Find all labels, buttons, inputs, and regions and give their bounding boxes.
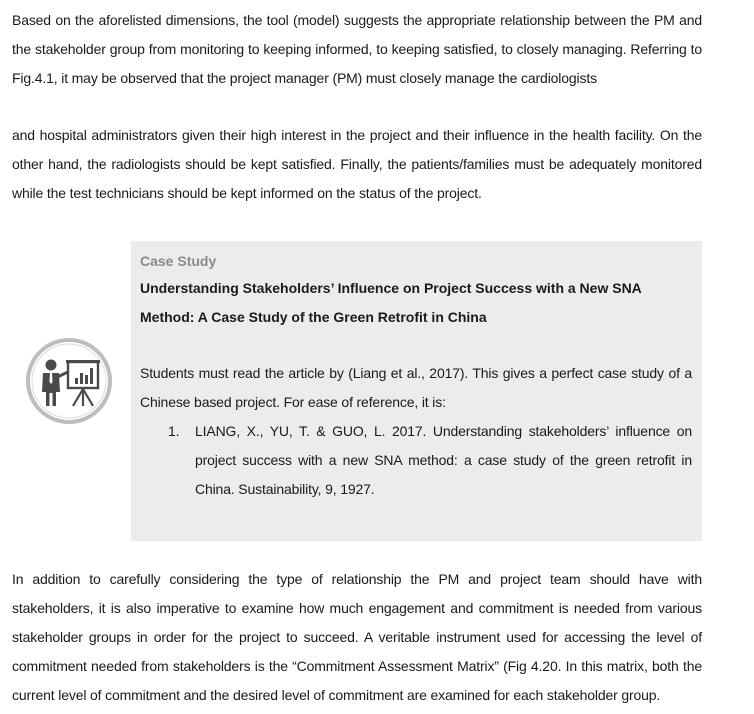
- paragraph-stakeholder-relationship: Based on the aforelisted dimensions, the tool (model) suggests the appropriate relationship between the PM and the stakeholder group from monitoring to keeping informed, to keeping satisfied, to closely managing. Referring to Fig.4.1, it may be observed that the project manager (PM) must closely manage the cardiologists: [12, 12, 702, 86]
- case-study-label: Case Study: [140, 253, 217, 269]
- presentation-icon: [24, 336, 114, 426]
- paragraph-commitment-assessment: In addition to carefully considering the type of relationship the PM and project team should have with stakeholders, it is also imperative to examine how much engagement and commitment is needed from various stakeholder groups in order for the project to succeed. A veritable instrument used for accessing the level of commitment needed from stakeholders is the “Commitment Assessment Matrix” (Fig 4.20. In this matrix, both the current level of commitment and the desired level of commitment are examined for each stakeholder group.: [12, 571, 702, 703]
- reference-text: LIANG, X., YU, T. & GUO, L. 2017. Understanding stakeholders’ influence on project success with a new SNA method: a case study of the green retrofit in China. Sustainability, 9, 1927.: [195, 423, 692, 497]
- reference-item: [140, 417, 692, 504]
- reference-list: [140, 417, 692, 504]
- case-study-body: Students must read the article by (Liang et al., 2017). This gives a perfect case study of a Chinese based project. For ease of reference, it is:: [140, 365, 692, 410]
- case-study-title: Understanding Stakeholders’ Influence on Project Success with a New SNA Method: A Case Study of the Green Retrofit in China: [140, 280, 642, 325]
- reference-number: 1.: [168, 423, 180, 439]
- case-study-box: [131, 241, 702, 541]
- paragraph-stakeholder-management: and hospital administrators given their high interest in the project and their influence in the health facility. On the other hand, the radiologists should be kept satisfied. Finally, the patients/families must be adequately monitored while the test technicians should be kept informed on the status of the project.: [12, 127, 702, 201]
